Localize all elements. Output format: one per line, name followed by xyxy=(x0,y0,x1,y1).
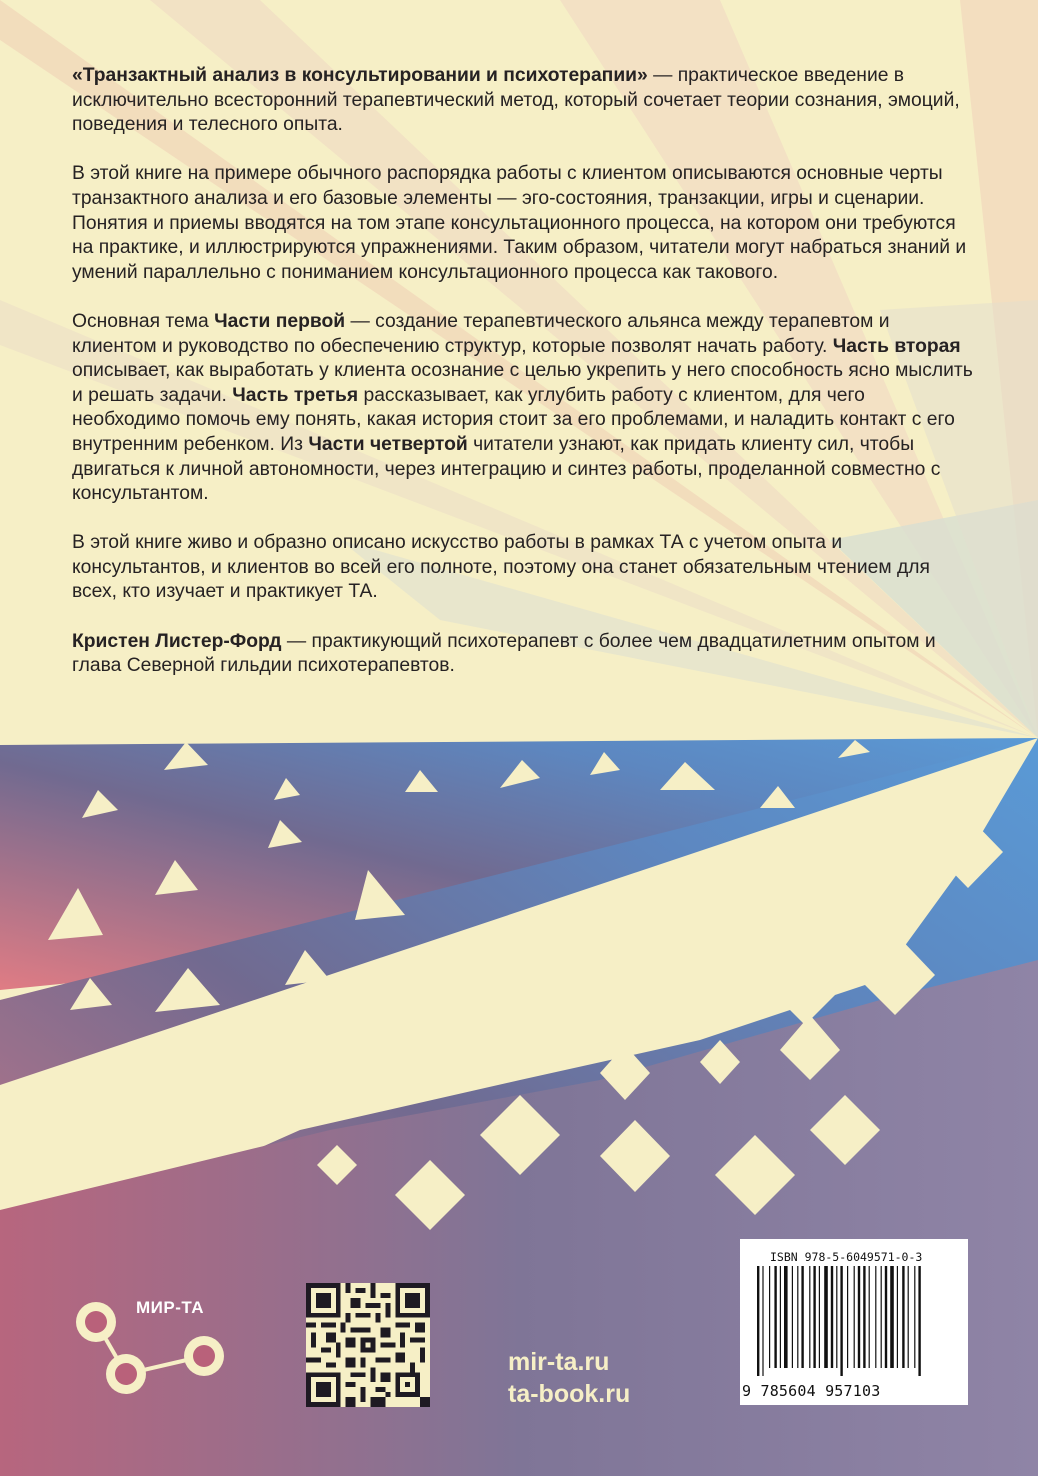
barcode-bar xyxy=(914,1266,915,1368)
barcode-icon xyxy=(755,1266,955,1376)
barcode-bar xyxy=(824,1266,828,1368)
barcode-bar xyxy=(797,1266,798,1368)
barcode-bar xyxy=(784,1266,788,1368)
barcode-bar xyxy=(847,1266,848,1368)
website-links xyxy=(508,1346,630,1410)
part-two-label: Часть вторая xyxy=(832,335,961,357)
description-paragraph-4: В этой книге живо и образно описано искусство работы в рамках ТА с учетом опыта и консультантов, и клиентов во всей его полноте, поэтому она станет обязательным чтением для всех, кто изучает и практикует ТА. xyxy=(72,532,930,603)
barcode-bar xyxy=(918,1266,920,1376)
barcode-bar xyxy=(809,1266,810,1368)
barcode-bar xyxy=(897,1266,898,1368)
barcode-bar xyxy=(908,1266,909,1368)
part-three-label: Часть третья xyxy=(232,384,359,406)
part-four-label: Части четвертой xyxy=(308,433,468,455)
barcode-bar xyxy=(813,1266,815,1368)
barcode-bar xyxy=(869,1266,870,1368)
barcode-bar xyxy=(831,1266,833,1368)
barcode-bar xyxy=(801,1266,803,1368)
qr-code-icon[interactable] xyxy=(306,1283,430,1407)
part-one-label: Части первой xyxy=(214,310,346,332)
book-title: «Транзактный анализ в консультировании и психотерапии» xyxy=(72,65,648,86)
barcode-bar xyxy=(836,1266,837,1368)
barcode-bar xyxy=(792,1266,793,1368)
link-ta-book[interactable]: ta-book.ru xyxy=(508,1380,631,1408)
barcode-bar xyxy=(840,1266,842,1376)
description-paragraph-1: «Транзактный анализ в консультировании и психотерапии» — практическое введение в исключительно всесторонний терапевтический метод, который сочетает теории сознания, эмоций, поведения и телесного опыта. xyxy=(72,65,960,136)
isbn-digits: 9 785604 957103 xyxy=(742,1382,881,1400)
description-paragraph-3: Основная тема Части первой — создание терапевтического альянса между терапевтом и клиентом и руководство по обеспечению структур, которые позволят начать работу. Часть вторая описывает, как выработать у клиента осознание с целью укрепить у него способность ясно мыслить и решать задачи. Часть третья рассказывает, как углубить работу с клиентом, для чего необходимо помочь ему понять, какая история стоит за его проблемами, и наладить контакт с его внутренним ребенком. Из Части четвертой читатели узнают, как придать клиенту сил, чтобы двигаться к личной автономности, через интеграцию и синтез работы, проделанной совместно с консультантом. xyxy=(72,310,973,505)
barcode-bar xyxy=(858,1266,860,1368)
book-description xyxy=(72,64,977,703)
author-bio: Кристен Листер-Форд — практикующий психотерапевт с более чем двадцатилетним опытом и глава Северной гильдии психотерапевтов. xyxy=(72,630,936,677)
isbn-label: ISBN 978-5-6049571-0-3 xyxy=(770,1250,923,1264)
publisher-logo-text: МИР-ТА xyxy=(136,1298,204,1317)
barcode-bar xyxy=(885,1266,887,1368)
barcode-bar xyxy=(881,1266,882,1368)
description-paragraph-2: В этой книге на примере обычного распорядка работы с клиентом описываются основные черты транзактного анализа и его базовые элементы — эго-состояния, транзакции, игры и сценарии. Понятия и приемы вводятся на том этапе консультационного процесса, на котором они требуются на практике, и иллюстрируются упражнениями. Таким образом, читатели могут набраться знаний и умений параллельно с пониманием консультационного процесса как такового. xyxy=(72,163,967,283)
barcode-bar xyxy=(774,1266,776,1368)
barcode-bar xyxy=(890,1266,894,1368)
barcode-bar xyxy=(854,1266,855,1368)
barcode-bar xyxy=(875,1266,876,1368)
barcode-bar xyxy=(780,1266,781,1368)
barcode-bar xyxy=(902,1266,904,1368)
barcode-bar xyxy=(762,1266,763,1376)
link-mir-ta[interactable]: mir-ta.ru xyxy=(508,1348,610,1376)
barcode-bar xyxy=(757,1266,759,1376)
author-name: Кристен Листер-Форд xyxy=(72,630,282,652)
barcode-bar xyxy=(819,1266,820,1368)
barcode-bar xyxy=(769,1266,770,1368)
barcode-bar xyxy=(863,1266,865,1368)
